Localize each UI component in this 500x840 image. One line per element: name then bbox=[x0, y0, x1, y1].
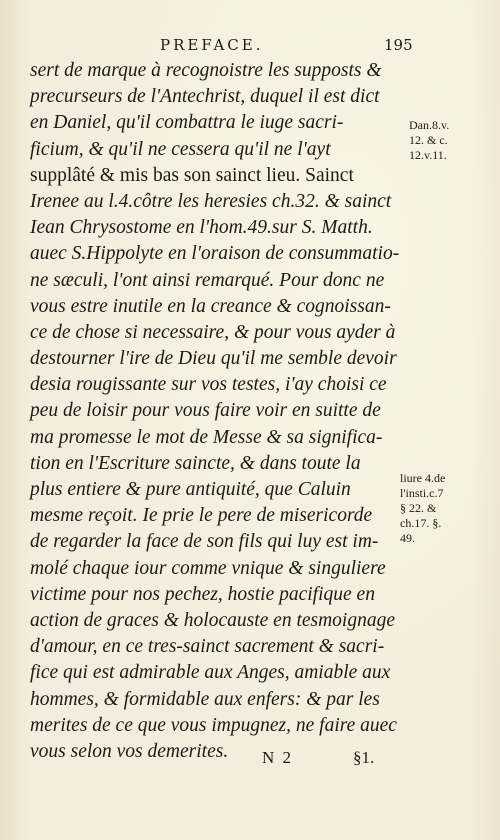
text-line: mesme reçoit. Ie prie le pere de misericorde bbox=[30, 505, 373, 527]
text-line: desia rougissante sur vos testes, i'ay choisi ce bbox=[30, 374, 387, 396]
text-line: vous selon vos demerites. bbox=[30, 740, 229, 762]
text-line: sert de marque à recognoistre les supposts & bbox=[30, 60, 382, 81]
text-line: ficium, & qu'il ne cessera qu'il ne l'ayt bbox=[30, 138, 331, 160]
text-line: peu de loisir pour vous faire voir en suitte de bbox=[30, 400, 381, 422]
margin-note-line: 49. bbox=[400, 531, 415, 545]
margin-note-institutes bbox=[400, 471, 445, 546]
margin-note-daniel bbox=[409, 118, 449, 163]
text-line: ne sæculi, l'ont ainsi remarqué. Pour donc ne bbox=[30, 269, 385, 291]
text-line: destourner l'ire de Dieu qu'il me semble devoir bbox=[30, 348, 397, 370]
text-line: en Daniel, qu'il combattra le iuge sacri- bbox=[30, 112, 344, 134]
margin-note-line: l'insti.c.7 bbox=[400, 486, 444, 500]
margin-note-line: Dan.8.v. bbox=[409, 118, 450, 132]
text-line: ma promesse le mot de Messe & sa significa- bbox=[30, 426, 383, 448]
text-line: tion en l'Escriture saincte, & dans toute la bbox=[30, 452, 361, 474]
margin-note-line: 12. & c. bbox=[409, 133, 448, 147]
text-line: de regarder la face de son fils qui luy est im- bbox=[30, 531, 379, 553]
text-line: molé chaque iour comme vnique & singuliere bbox=[30, 557, 386, 579]
margin-note-line: § 22. & bbox=[400, 501, 437, 515]
margin-note-line: 12.v.11. bbox=[409, 148, 447, 162]
text-line: auec S.Hippolyte en l'oraison de consummatio- bbox=[30, 243, 400, 265]
text-line: victime pour nos pechez, hostie pacifique en bbox=[30, 583, 375, 605]
text-line: action de graces & holocauste en tesmoignage bbox=[30, 609, 396, 631]
catchword: §1. bbox=[353, 748, 375, 767]
margin-note-line: ch.17. §. bbox=[400, 516, 442, 530]
text-line: ce de chose si necessaire, & pour vous ayder à bbox=[30, 321, 396, 343]
text-line: hommes, & formidable aux enfers: & par les bbox=[30, 688, 380, 710]
text-line: vous estre inutile en la creance & cognoissan- bbox=[30, 295, 391, 317]
text-line: Irenee au l.4.côtre les heresies ch.32. & sainct bbox=[30, 190, 392, 212]
text-line: d'amour, en ce tres-sainct sacrement & sacri- bbox=[30, 636, 385, 658]
running-head: PREFACE. bbox=[160, 36, 264, 54]
text-line: fice qui est admirable aux Anges, amiable aux bbox=[30, 662, 391, 684]
text-line: plus entiere & pure antiquité, que Caluin bbox=[30, 479, 351, 500]
signature-mark: N 2 bbox=[262, 748, 294, 767]
text-line: supplâté & mis bas son sainct lieu. Sainct bbox=[30, 164, 354, 186]
text-line: merites de ce que vous impugnez, ne faire auec bbox=[30, 714, 397, 736]
text-line: Iean Chrysostome en l'hom.49.sur S. Matth. bbox=[30, 217, 373, 239]
body-text bbox=[30, 58, 402, 765]
page-number: 195 bbox=[384, 36, 413, 54]
text-line: precurseurs de l'Antechrist, duquel il est dict bbox=[30, 86, 380, 108]
margin-note-line: liure 4.de bbox=[400, 471, 446, 485]
